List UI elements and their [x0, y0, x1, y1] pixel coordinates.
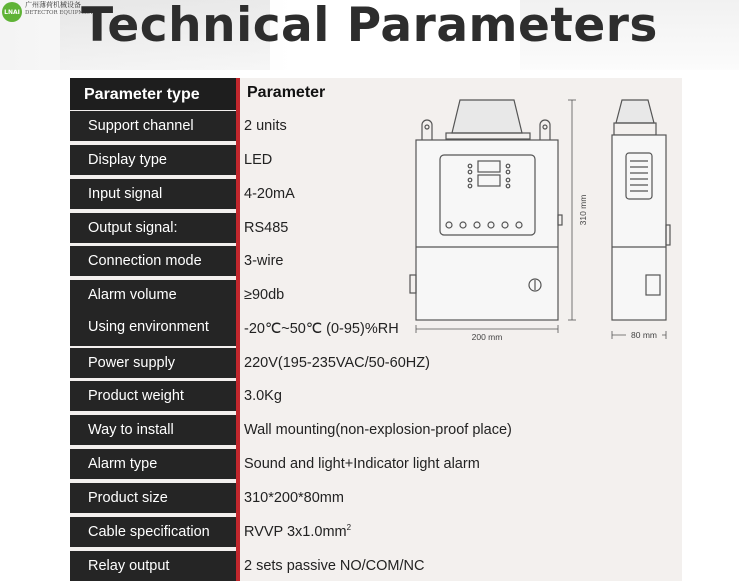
enclosure-front [416, 140, 558, 320]
side-connector [410, 275, 416, 293]
row-value-text: RVVP 3x1.0mm [244, 524, 347, 540]
row-label: Input signal [70, 179, 236, 209]
row-label: Relay output [70, 551, 236, 581]
logo-mark: LNAI [2, 2, 22, 22]
row-value: 220V(195-235VAC/50-60HZ) [244, 355, 430, 371]
product-dimension-drawing [400, 95, 680, 350]
row-value: 2 sets passive NO/COM/NC [244, 558, 425, 574]
row-label: Product weight [70, 381, 236, 411]
beacon-top-front [452, 100, 522, 133]
row-value: -20℃~50℃ (0-95)%RH [244, 321, 399, 337]
width-dimension-label: 200 mm [471, 332, 503, 342]
page-title: Technical Parameters [81, 0, 658, 53]
row-label: Using environment [70, 308, 236, 346]
wall-bracket [666, 225, 670, 245]
beacon-base-side [614, 123, 656, 135]
row-value: Sound and light+Indicator light alarm [244, 456, 480, 472]
row-label: Alarm type [70, 449, 236, 479]
row-label: Power supply [70, 348, 236, 378]
row-label: Product size [70, 483, 236, 513]
row-value-superscript: 2 [346, 523, 352, 533]
logo-english-text: DETECTOR EQUIPMENT [25, 10, 97, 16]
row-label: Display type [70, 145, 236, 175]
logo-chinese-text: 广州薄荷机械设备 [25, 1, 81, 9]
depth-dimension-label: 80 mm [631, 330, 657, 340]
row-label: Output signal: [70, 213, 236, 243]
row-value: Wall mounting(non-explosion-proof place) [244, 422, 512, 438]
header-parameter-type: Parameter type [70, 78, 236, 110]
mount-ear-right [540, 120, 550, 140]
row-value [244, 517, 351, 547]
row-value: 3.0Kg [244, 388, 282, 404]
beacon-top-side [616, 100, 654, 123]
row-value: LED [244, 152, 273, 168]
row-value: RS485 [244, 220, 289, 236]
mount-hole-right [543, 125, 547, 129]
row-label: Connection mode [70, 246, 236, 276]
mount-hole-left [425, 125, 429, 129]
row-label: Cable specification [70, 517, 236, 547]
row-value: 2 units [244, 118, 287, 134]
row-value: ≥90db [244, 287, 285, 303]
row-value: 4-20mA [244, 186, 295, 202]
height-dimension-label: 310 mm [578, 194, 588, 226]
row-label: Support channel [70, 111, 236, 141]
row-value: 310*200*80mm [244, 490, 344, 506]
row-value: 3-wire [244, 253, 284, 269]
row-label: Alarm volume [70, 280, 236, 310]
mount-ear-left [422, 120, 432, 140]
row-label: Way to install [70, 415, 236, 445]
header-parameter: Parameter [247, 84, 326, 101]
beacon-base-front [446, 133, 530, 139]
enclosure-side [612, 135, 666, 320]
side-knob [558, 215, 562, 225]
column-divider [236, 78, 240, 581]
